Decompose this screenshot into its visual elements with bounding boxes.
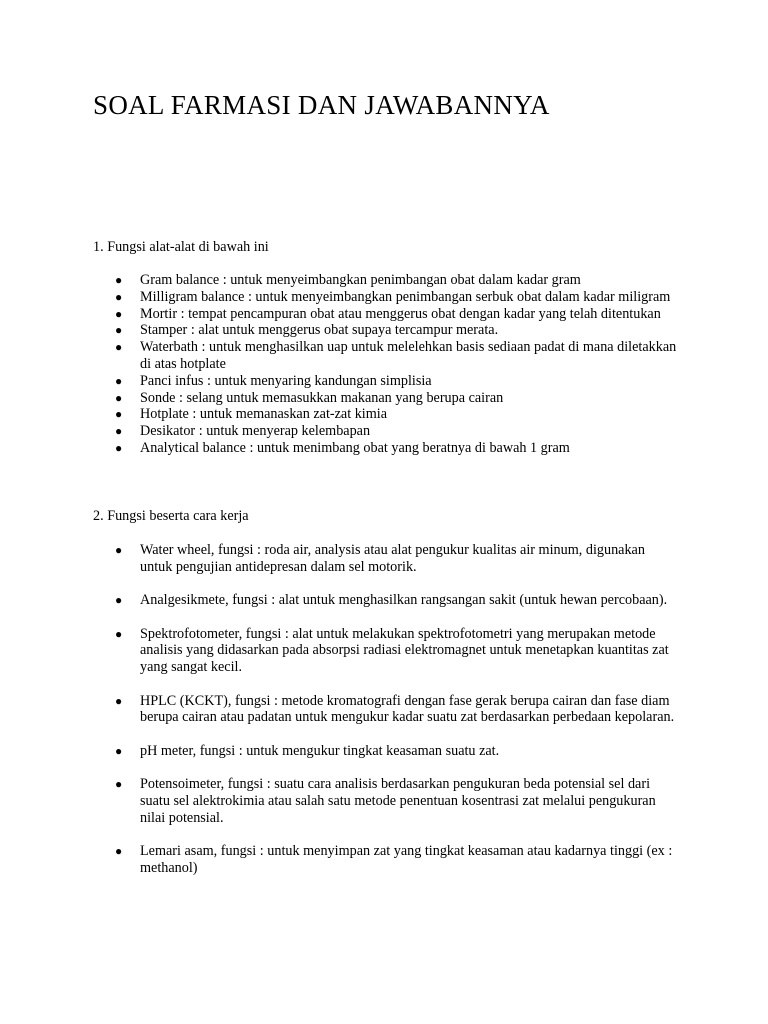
list-item	[0, 272, 768, 289]
list-item-text: Desikator : untuk menyerap kelembapan	[140, 423, 371, 440]
list-item-text: Panci infus : untuk menyaring kandungan simplisia	[140, 372, 432, 389]
section-1-list	[0, 272, 768, 457]
list-item	[0, 626, 768, 676]
bullet-icon: ●	[115, 693, 123, 708]
bullet-icon: ●	[115, 844, 123, 859]
list-item	[0, 373, 768, 390]
list-item-text: Lemari asam, fungsi : untuk menyimpan zat yang tingkat keasaman atau kadarnya tinggi (ex : methanol)	[140, 843, 673, 876]
section-heading-1: 1. Fungsi alat-alat di bawah ini	[93, 239, 269, 255]
bullet-icon: ●	[115, 373, 123, 388]
bullet-icon: ●	[115, 289, 123, 304]
bullet-icon: ●	[115, 390, 123, 405]
section-2-list	[0, 542, 768, 893]
list-item-text: pH meter, fungsi : untuk mengukur tingkat keasaman suatu zat.	[140, 742, 500, 759]
bullet-icon: ●	[115, 407, 123, 422]
bullet-icon: ●	[115, 440, 123, 455]
bullet-icon: ●	[115, 543, 123, 557]
list-item-text: Analytical balance : untuk menimbang obat yang beratnya di bawah 1 gram	[140, 439, 570, 456]
list-item-text: Stamper : alat untuk menggerus obat supaya tercampur merata.	[140, 322, 499, 339]
list-item	[0, 306, 768, 323]
bullet-icon: ●	[115, 323, 123, 338]
list-item-text: Sonde : selang untuk memasukkan makanan yang berupa cairan	[140, 389, 504, 406]
list-item	[0, 406, 768, 423]
list-item-text: Potensoimeter, fungsi : suatu cara analisis berdasarkan pengukuran beda potensial sel dari suatu sel alektrokimia atau salah satu metode penentuan kosentrasi zat melalui pengukuran nilai potensial.	[140, 776, 656, 826]
list-item-text: Spektrofotometer, fungsi : alat untuk melakukan spektrofotometri yang merupakan metode analisis yang didasarkan pada absorpsi radiasi elektromagnet untuk menetapkan kuantitas zat yang sangat kecil.	[140, 625, 669, 676]
list-item-text: Analgesikmete, fungsi : alat untuk menghasilkan rangsangan sakit (untuk hewan percobaan).	[140, 592, 668, 609]
bullet-icon: ●	[115, 626, 123, 641]
list-item	[0, 843, 768, 877]
bullet-icon: ●	[115, 306, 123, 321]
bullet-icon: ●	[115, 593, 123, 608]
bullet-icon: ●	[115, 743, 123, 758]
list-item	[0, 592, 768, 609]
list-item	[0, 322, 768, 339]
list-item	[0, 339, 768, 373]
list-item-text: Milligram balance : untuk menyeimbangkan penimbangan serbuk obat dalam kadar miligram	[140, 288, 671, 305]
bullet-icon: ●	[115, 340, 123, 355]
list-item-text: Waterbath : untuk menghasilkan uap untuk melelehkan basis sediaan padat di mana diletakkan di atas hotplate	[140, 339, 677, 372]
bullet-icon: ●	[115, 777, 123, 792]
list-item-text: HPLC (KCKT), fungsi : metode kromatografi dengan fase gerak berupa cairan dan fase diam berupa cairan atau padatan untuk mengukur kadar suatu zat berdasarkan perbedaan kepolaran.	[140, 692, 675, 726]
list-item-text: Water wheel, fungsi : roda air, analysis atau alat pengukur kualitas air minum, digunakan untuk pengujian antidepresan dalam sel motorik.	[140, 542, 645, 575]
document-title: SOAL FARMASI DAN JAWABANNYA	[93, 90, 550, 120]
list-item	[0, 390, 768, 407]
list-item	[0, 440, 768, 457]
list-item	[0, 423, 768, 440]
bullet-icon: ●	[115, 273, 123, 287]
list-item-text: Hotplate : untuk memanaskan zat-zat kimia	[140, 406, 388, 423]
section-heading-2: 2. Fungsi beserta cara kerja	[93, 508, 249, 524]
list-item	[0, 542, 768, 576]
list-item	[0, 289, 768, 306]
bullet-icon: ●	[115, 424, 123, 439]
list-item	[0, 776, 768, 826]
list-item	[0, 693, 768, 727]
list-item-text: Gram balance : untuk menyeimbangkan penimbangan obat dalam kadar gram	[140, 272, 581, 288]
list-item	[0, 743, 768, 760]
list-item-text: Mortir : tempat pencampuran obat atau menggerus obat dengan kadar yang telah ditentukan	[140, 305, 661, 322]
